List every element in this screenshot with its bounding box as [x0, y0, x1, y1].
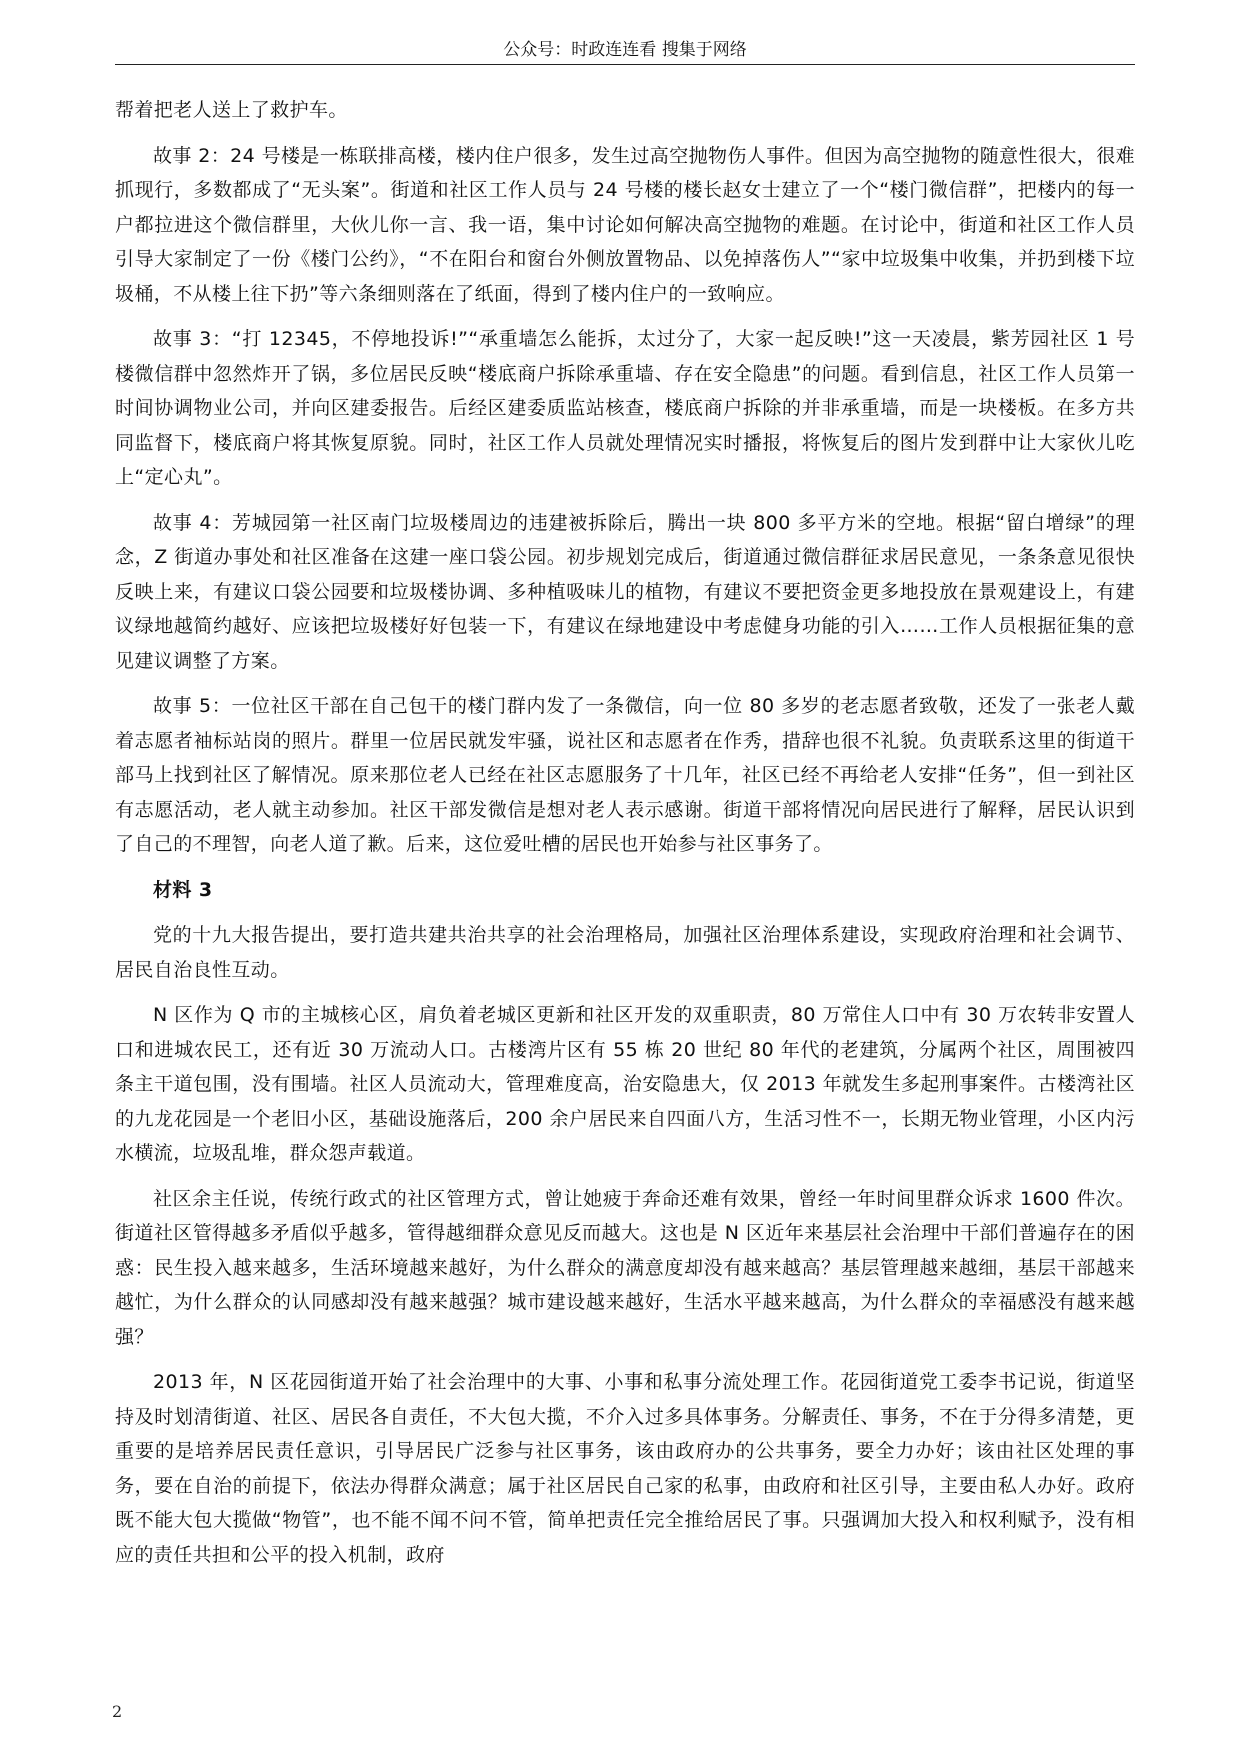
paragraph-continuation: 帮着把老人送上了救护车。 — [115, 99, 348, 121]
section-heading-material-3: 材料 3 — [153, 878, 213, 901]
paragraph-2013-reform: 2013 年，N 区花园街道开始了社会治理中的大事、小事和私事分流处理工作。花园街道党工委李书记说，街道坚持及时划清街道、社区、居民各自责任，不大包大揽，不介入过多具体事务。分解责任、事务，不在于分得多清楚，更重要的是培养居民责任意识，引导居民广泛参与社区事务，该由政府办的公共事务，要全力办好；该由社区处理的事务，要在自治的前提下，依法办得群众满意；属于社区居民自己家的私事，由政府和社区引导，主要由私人办好。政府既不能大包大揽做“物管”，也不能不闻不问不管，简单把责任完全推给居民了事。只强调加大投入和权利赋予，没有相应的责任共担和公平的投入机制，政府 — [115, 1371, 1135, 1566]
paragraph-n-district: N 区作为 Q 市的主城核心区，肩负着老城区更新和社区开发的双重职责，80 万常住人口中有 30 万农转非安置人口和进城农民工，还有近 30 万流动人口。古楼湾片区有 55 栋 20 世纪 80 年代的老建筑，分属两个社区，周围被四条主干道包围，没有围墙。社区人员流动大，管理难度高，治安隐患大，仅 2013 年就发生多起刑事案件。古楼湾社区的九龙花园是一个老旧小区，基础设施落后，200 余户居民来自四面八方，生活习性不一，长期无物业管理，小区内污水横流，垃圾乱堆，群众怨声载道。 — [115, 1004, 1135, 1164]
paragraph-story-3: 故事 3：“打 12345，不停地投诉!”“承重墙怎么能拆，太过分了，大家一起反映!”这一天凌晨，紫芳园社区 1 号楼微信群中忽然炸开了锅，多位居民反映“楼底商户拆除承重墙、存在安全隐患”的问题。看到信息，社区工作人员第一时间协调物业公司，并向区建委报告。后经区建委质监站核查，楼底商户拆除的并非承重墙，而是一块楼板。在多方共同监督下，楼底商户将其恢复原貌。同时，社区工作人员就处理情况实时播报，将恢复后的图片发到群中让大家伙儿吃上“定心丸”。 — [115, 328, 1135, 488]
document-body — [115, 93, 1135, 1583]
paragraph-story-4: 故事 4：芳城园第一社区南门垃圾楼周边的违建被拆除后，腾出一块 800 多平方米的空地。根据“留白增绿”的理念，Z 街道办事处和社区准备在这建一座口袋公园。初步规划完成后，街道通过微信群征求居民意见，一条条意见很快反映上来，有建议口袋公园要和垃圾楼协调、多种植吸味儿的植物，有建议不要把资金更多地投放在景观建设上，有建议绿地越简约越好、应该把垃圾楼好好包装一下，有建议在绿地建设中考虑健身功能的引入……工作人员根据征集的意见建议调整了方案。 — [115, 511, 1135, 672]
header-divider — [115, 64, 1135, 65]
paragraph-material-3-intro: 党的十九大报告提出，要打造共建共治共享的社会治理格局，加强社区治理体系建设，实现政府治理和社会调节、居民自治良性互动。 — [115, 924, 1135, 981]
paragraph-director-yu: 社区余主任说，传统行政式的社区管理方式，曾让她疲于奔命还难有效果，曾经一年时间里群众诉求 1600 件次。街道社区管得越多矛盾似乎越多，管得越细群众意见反而越大。这也是 N 区近年来基层社会治理中干部们普遍存在的困惑：民生投入越来越多，生活环境越来越好，为什么群众的满意度却没有越来越高？基层管理越来越细，基层干部越来越忙，为什么群众的认同感却没有越来越强？城市建设越来越好，生活水平越来越高，为什么群众的幸福感没有越来越强？ — [115, 1187, 1135, 1348]
paragraph-story-2: 故事 2：24 号楼是一栋联排高楼，楼内住户很多，发生过高空抛物伤人事件。但因为高空抛物的随意性很大，很难抓现行，多数都成了“无头案”。街道和社区工作人员与 24 号楼的楼长赵女士建立了一个“楼门微信群”，把楼内的每一户都拉进这个微信群里，大伙儿你一言、我一语，集中讨论如何解决高空抛物的难题。在讨论中，街道和社区工作人员引导大家制定了一份《楼门公约》，“不在阳台和窗台外侧放置物品、以免掉落伤人”“家中垃圾集中收集，并扔到楼下垃圾桶，不从楼上往下扔”等六条细则落在了纸面，得到了楼内住户的一致响应。 — [115, 144, 1135, 305]
page-header: 公众号：时政连连看 搜集于网络 — [503, 40, 747, 60]
page-number: 2 — [112, 1702, 123, 1721]
paragraph-story-5: 故事 5：一位社区干部在自己包干的楼门群内发了一条微信，向一位 80 多岁的老志愿者致敬，还发了一张老人戴着志愿者袖标站岗的照片。群里一位居民就发牢骚，说社区和志愿者在作秀，措辞也很不礼貌。负责联系这里的街道干部马上找到社区了解情况。原来那位老人已经在社区志愿服务了十几年，社区已经不再给老人安排“任务”，但一到社区有志愿活动，老人就主动参加。社区干部发微信是想对老人表示感谢。街道干部将情况向居民进行了解释，居民认识到了自己的不理智，向老人道了歉。后来，这位爱吐槽的居民也开始参与社区事务了。 — [115, 695, 1135, 855]
